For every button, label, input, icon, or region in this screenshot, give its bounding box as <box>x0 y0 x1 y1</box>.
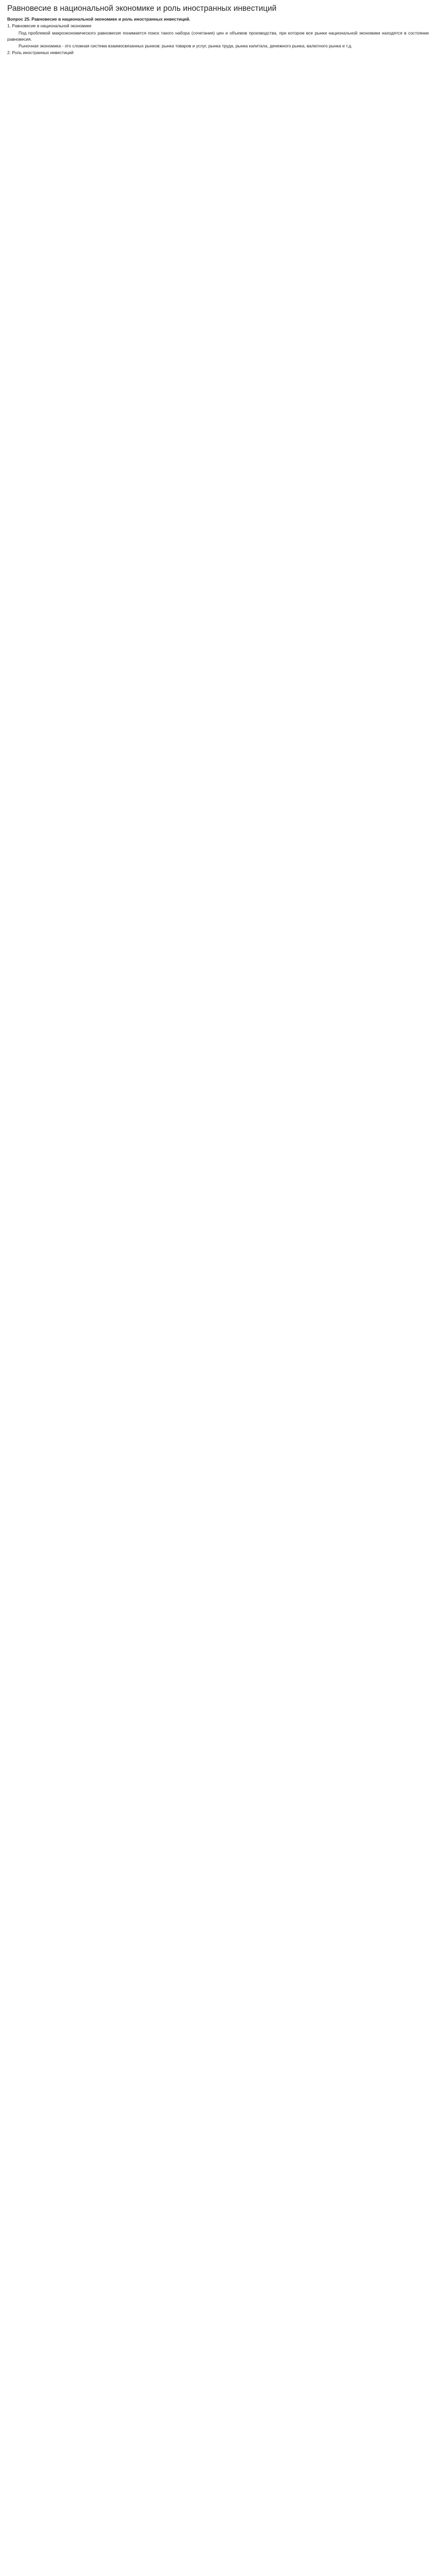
paragraph: Под проблемой макроэкономического равновесия понимается поиск такого набора (сочетания) цен и объемов производства, при котором все рынки национальной экономики находятся в состоянии равновесия. <box>7 30 429 42</box>
document-title: Равновесие в национальной экономике и роль иностранных инвестиций <box>7 4 277 13</box>
section-heading-equilibrium: 1. Равновесие в национальной экономике <box>7 23 92 29</box>
question-header: Вопрос 25. Равновесие в национальной экономике и роль иностранных инвестиций. <box>7 16 190 22</box>
section-heading-investments: 2. Роль иностранных инвестиций <box>7 50 74 56</box>
document <box>0 0 436 62</box>
document-body <box>7 30 429 49</box>
paragraph: Рыночная экономика - это сложная система взаимосвязанных рынков: рынка товаров и услуг, рынка труда, рынка капитала, денежного рынка, валютного рынка и т.д. <box>19 43 353 48</box>
